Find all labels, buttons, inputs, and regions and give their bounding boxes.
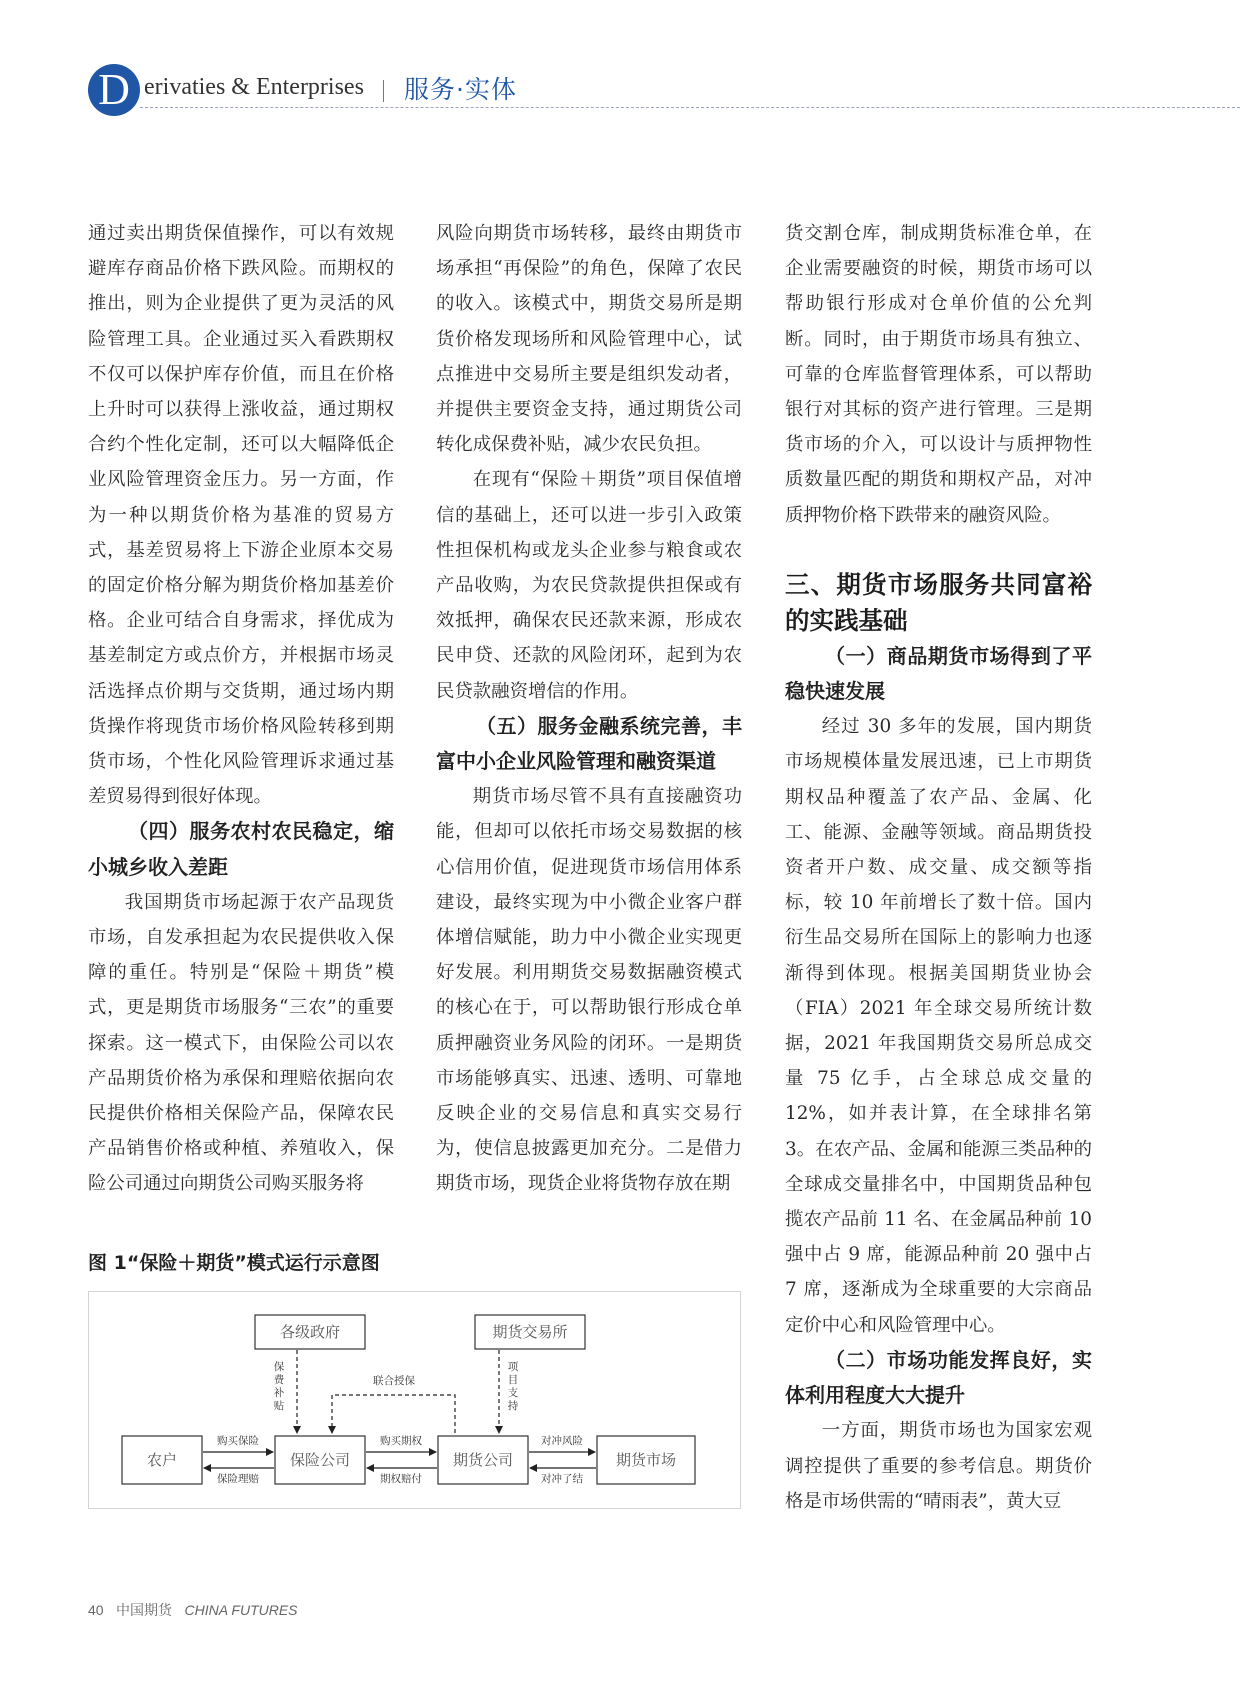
edge-claim-label: 保险理赔 — [217, 1473, 259, 1485]
svg-text:补: 补 — [273, 1387, 285, 1399]
page-header — [0, 0, 1240, 120]
chapter-heading-3: 三、期货市场服务共同富裕的实践基础 — [785, 569, 1092, 635]
node-farmer-label: 农户 — [146, 1451, 178, 1469]
header-section-cn: 服务·实体 — [404, 75, 517, 104]
node-futures-market — [597, 1436, 695, 1484]
paragraph: 在现有“保险＋期货”项目保值增信的基础上，还可以进一步引入政策性担保机构或龙头企业参与粮食或农产品收购，为农民贷款提供担保或有效抵押，确保农民还款来源，形成农民申贷、还款的风险闭环，起到为农民贷款融资增信的作用。 — [436, 469, 742, 702]
paragraph: 我国期货市场起源于农产品现货市场，自发承担起为农民提供收入保障的重任。特别是“保险＋期货”模式，更是期货市场服务“三农”的重要探索。这一模式下，由保险公司以农产品期货价格为承保和理赔依据向农民提供价格相关保险产品，保障农民产品销售价格或种植、养殖收入，保险公司通过向期货公司购买服务将 — [88, 891, 394, 1195]
edge-option-pay-label: 期权赔付 — [380, 1473, 422, 1485]
svg-text:项: 项 — [507, 1361, 519, 1373]
journal-name-cn: 中国期货 — [116, 1603, 173, 1619]
paragraph: 货交割仓库，制成期货标准仓单，在企业需要融资的时候，期货市场可以帮助银行形成对仓单价值的公允判断。同时，由于期货市场具有独立、可靠的仓库监督管理体系，可以帮助银行对其标的资产进行管理。三是期货市场的介入，可以设计与质押物性质数量匹配的期货和期权产品，对冲质押物价格下跌带来的融资风险。 — [785, 223, 1092, 526]
edge-hedge-risk-label: 对冲风险 — [541, 1435, 583, 1447]
node-futures-company — [438, 1436, 528, 1484]
paragraph: 经过 30 多年的发展，国内期货市场规模体量发展迅速，已上市期货期权品种覆盖了农产品、金属、化工、能源、金融等领域。商品期货投资者开户数、成交量、成交额等指标，较 10 年前增长了数十倍。国内衍生品交易所在国际上的影响力也逐渐得到体现。根据美国期货业协会（FIA）2021 年全球交易所统计数据，2021 年我国期货交易所总成交量 75 亿手，占全球总成交量的 12%，如并表计算，在全球排名第 3。在农产品、金属和能源三类品种的全球成交量排名中，中国期货品种包揽农产品前 11 名、在金属品种前 10 强中占 9 席，能源品种前 20 强中占 7 席，逐渐成为全球重要的大宗商品定价中心和风险管理中心。 — [785, 716, 1092, 1336]
paragraph: 期货市场尽管不具有直接融资功能，但却可以依托市场交易数据的核心信用价值，促进现货市场信用体系建设，最终实现为中小微企业客户群体增信赋能，助力中小微企业实现更好发展。利用期货交易数据融资模式的核心在于，可以帮助银行形成仓单质押融资业务风险的闭环。一是期货市场能够真实、迅速、透明、可靠地反映企业的交易信息和真实交易行为，使信息披露更加充分。二是借力期货市场，现货企业将货物存放在期 — [436, 786, 742, 1195]
edge-joint-arrow — [332, 1395, 455, 1433]
svg-text:支: 支 — [507, 1387, 519, 1399]
node-government — [255, 1315, 365, 1349]
logo-d-circle: D — [88, 64, 140, 116]
node-insurer — [275, 1436, 365, 1484]
section-heading-5: （五）服务金融系统完善，丰富中小企业风险管理和融资渠道 — [436, 713, 742, 774]
edge-joint-label: 联合授保 — [373, 1375, 415, 1387]
edge-support-label — [508, 1361, 519, 1412]
svg-text:贴: 贴 — [273, 1400, 285, 1412]
figure-diagram — [88, 1291, 741, 1509]
node-exchange — [475, 1315, 585, 1349]
subsection-heading-1: （一）商品期货市场得到了平稳快速发展 — [785, 643, 1092, 704]
header-dashed-rule — [140, 107, 1240, 108]
svg-text:费: 费 — [273, 1374, 285, 1386]
diagram-canvas — [89, 1292, 742, 1510]
node-farmer — [122, 1436, 202, 1484]
column-3 — [785, 216, 1092, 1519]
svg-text:目: 目 — [507, 1374, 519, 1386]
figure-caption: 图 1“保险＋期货”模式运行示意图 — [88, 1252, 380, 1274]
edge-buy-insurance-label: 购买保险 — [217, 1435, 259, 1447]
column-1 — [88, 216, 394, 1202]
node-futures-company-label: 期货公司 — [452, 1451, 514, 1469]
section-heading-4: （四）服务农村农民稳定，缩小城乡收入差距 — [88, 819, 394, 879]
paragraph: 风险向期货市场转移，最终由期货市场承担“再保险”的角色，保障了农民的收入。该模式中，期货交易所是期货价格发现场所和风险管理中心，试点推进中交易所主要是组织发动者，并提供主要资金支持，通过期货公司转化成保费补贴，减少农民负担。 — [436, 223, 742, 456]
paragraph: 一方面，期货市场也为国家宏观调控提供了重要的参考信息。期货价格是市场供需的“晴雨表”，黄大豆 — [785, 1420, 1092, 1512]
column-2 — [436, 216, 742, 1202]
edge-subsidy-label — [274, 1360, 285, 1412]
node-exchange-label: 期货交易所 — [492, 1323, 568, 1341]
svg-text:持: 持 — [507, 1400, 519, 1412]
node-futures-market-label: 期货市场 — [615, 1451, 677, 1469]
page-number: 40 — [88, 1602, 104, 1618]
paragraph: 通过卖出期货保值操作，可以有效规避库存商品价格下跌风险。而期权的推出，则为企业提供了更为灵活的风险管理工具。企业通过买入看跌期权不仅可以保护库存价值，而且在价格上升时可以获得上涨收益，通过期权合约个性化定制，还可以大幅降低企业风险管理资金压力。另一方面，作为一种以期货价格为基准的贸易方式，基差贸易将上下游企业原本交易的固定价格分解为期货价格加基差价格。企业可结合自身需求，择优成为基差制定方或点价方，并根据市场灵活选择点价期与交货期，通过场内期货操作将现货市场价格风险转移到期货市场，个性化风险管理诉求通过基差贸易得到很好体现。 — [88, 223, 394, 808]
subsection-heading-2: （二）市场功能发挥良好，实体利用程度大大提升 — [785, 1347, 1092, 1408]
journal-name-en: CHINA FUTURES — [184, 1602, 298, 1618]
svg-text:保: 保 — [273, 1361, 285, 1373]
edge-buy-option-label: 购买期权 — [380, 1435, 422, 1447]
node-government-label: 各级政府 — [279, 1323, 341, 1341]
header-divider — [383, 80, 384, 102]
header-title-en: erivaties & Enterprises — [144, 74, 364, 100]
node-insurer-label: 保险公司 — [289, 1451, 351, 1469]
edge-hedge-close-label: 对冲了结 — [541, 1473, 583, 1485]
page-footer — [88, 1600, 298, 1620]
